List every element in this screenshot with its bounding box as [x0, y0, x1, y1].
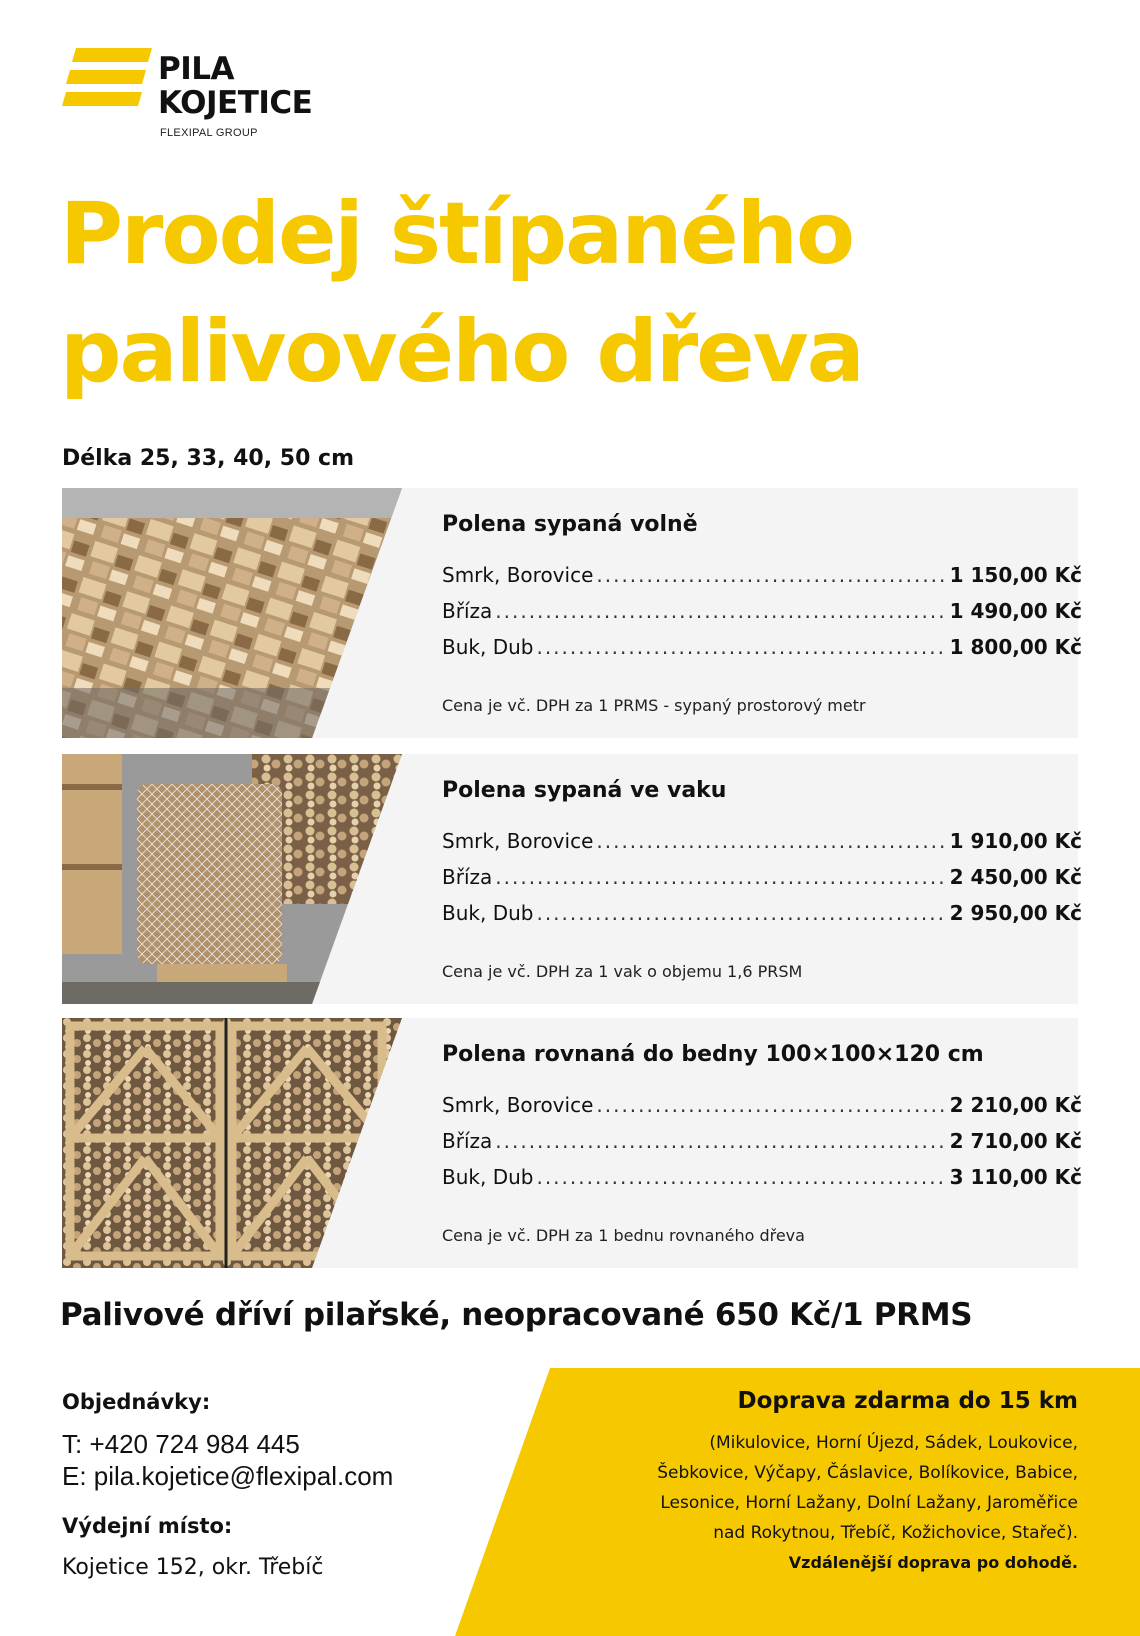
- delivery-heading: Doprava zdarma do 15 km: [737, 1388, 1078, 1414]
- loose-logs-image: [62, 488, 402, 738]
- price-value: 1 910,00 Kč: [949, 829, 1082, 853]
- wood-type: Smrk, Borovice: [442, 829, 594, 853]
- length-info: Délka 25, 33, 40, 50 cm: [62, 446, 354, 471]
- dot-leader: [536, 1165, 946, 1189]
- brand-group: FLEXIPAL GROUP: [160, 127, 258, 139]
- wood-type: Buk, Dub: [442, 901, 534, 925]
- crate-logs-photo: [62, 1018, 402, 1268]
- brand-logo: [62, 48, 392, 144]
- price-value: 3 110,00 Kč: [949, 1165, 1082, 1189]
- orders-email[interactable]: E: pila.kojetice@flexipal.com: [62, 1461, 394, 1491]
- wood-type: Buk, Dub: [442, 1165, 534, 1189]
- firewood-offer: Palivové dříví pilařské, neopracované 650 Kč/1 PRMS: [60, 1297, 973, 1333]
- loose-logs-photo: [62, 488, 402, 738]
- price-value: 1 150,00 Kč: [949, 563, 1082, 587]
- price-value: 2 210,00 Kč: [949, 1093, 1082, 1117]
- page-title-line2: palivového dřeva: [60, 302, 863, 402]
- price-row: [442, 829, 1082, 865]
- dot-leader: [495, 1129, 946, 1153]
- dot-leader: [495, 599, 946, 623]
- dot-leader: [536, 635, 946, 659]
- price-note-loose: Cena je vč. DPH za 1 PRMS - sypaný prostorový metr: [442, 696, 866, 715]
- price-value: 2 950,00 Kč: [949, 901, 1082, 925]
- price-value: 1 800,00 Kč: [949, 635, 1082, 659]
- product-card-crate: [62, 1018, 1082, 1268]
- price-row: [442, 865, 1082, 901]
- price-row: [442, 1165, 1082, 1201]
- price-note-bag: Cena je vč. DPH za 1 vak o objemu 1,6 PRSM: [442, 962, 803, 981]
- logo-mark-icon: [62, 48, 152, 118]
- dot-leader: [536, 901, 946, 925]
- price-row: [442, 1129, 1082, 1165]
- dot-leader: [596, 563, 946, 587]
- price-row: [442, 599, 1082, 635]
- wood-type: Smrk, Borovice: [442, 563, 594, 587]
- price-row: [442, 1093, 1082, 1129]
- product-card-bag: [62, 754, 1082, 1004]
- dot-leader: [596, 829, 946, 853]
- brand-name-line2: KOJETICE: [158, 85, 313, 121]
- price-list-crate: [442, 1093, 1082, 1201]
- delivery-panel: [560, 1388, 1078, 1578]
- page-title: [60, 175, 1120, 411]
- wood-type: Bříza: [442, 1129, 493, 1153]
- wood-type: Bříza: [442, 865, 493, 889]
- pickup-heading: Výdejní místo:: [62, 1514, 233, 1538]
- brand-name: [158, 52, 312, 120]
- dot-leader: [495, 865, 946, 889]
- product-title-bag: Polena sypaná ve vaku: [442, 778, 727, 803]
- wood-type: Smrk, Borovice: [442, 1093, 594, 1117]
- wood-type: Buk, Dub: [442, 635, 534, 659]
- orders-phone[interactable]: T: +420 724 984 445: [62, 1429, 300, 1459]
- price-value: 2 450,00 Kč: [949, 865, 1082, 889]
- product-card-loose: [62, 488, 1082, 738]
- orders-heading: Objednávky:: [62, 1390, 211, 1414]
- price-value: 1 490,00 Kč: [949, 599, 1082, 623]
- delivery-places-line: nad Rokytnou, Třebíč, Kožichovice, Stařeč).: [713, 1523, 1078, 1543]
- price-row: [442, 635, 1082, 671]
- delivery-places-line: Šebkovice, Výčapy, Čáslavice, Bolíkovice, Babice,: [657, 1463, 1078, 1483]
- price-note-crate: Cena je vč. DPH za 1 bednu rovnaného dřeva: [442, 1226, 805, 1245]
- bagged-logs-photo: [62, 754, 402, 1004]
- price-row: [442, 563, 1082, 599]
- product-title-loose: Polena sypaná volně: [442, 512, 698, 537]
- bagged-logs-image: [62, 754, 402, 1004]
- price-list-loose: [442, 563, 1082, 671]
- brand-name-line1: PILA: [158, 51, 234, 87]
- crate-logs-image: [62, 1018, 402, 1268]
- delivery-places-line: Lesonice, Horní Lažany, Dolní Lažany, Jaroměřice: [660, 1493, 1078, 1513]
- price-row: [442, 901, 1082, 937]
- wood-type: Bříza: [442, 599, 493, 623]
- price-list-bag: [442, 829, 1082, 937]
- pickup-address: Kojetice 152, okr. Třebíč: [62, 1555, 324, 1580]
- product-title-crate: Polena rovnaná do bedny 100×100×120 cm: [442, 1042, 984, 1067]
- delivery-places: [560, 1428, 1078, 1548]
- page-title-line1: Prodej štípaného: [60, 184, 854, 284]
- dot-leader: [596, 1093, 946, 1117]
- price-value: 2 710,00 Kč: [949, 1129, 1082, 1153]
- delivery-places-line: (Mikulovice, Horní Újezd, Sádek, Loukovice,: [709, 1433, 1078, 1453]
- delivery-far-note: Vzdálenější doprava po dohodě.: [788, 1553, 1078, 1572]
